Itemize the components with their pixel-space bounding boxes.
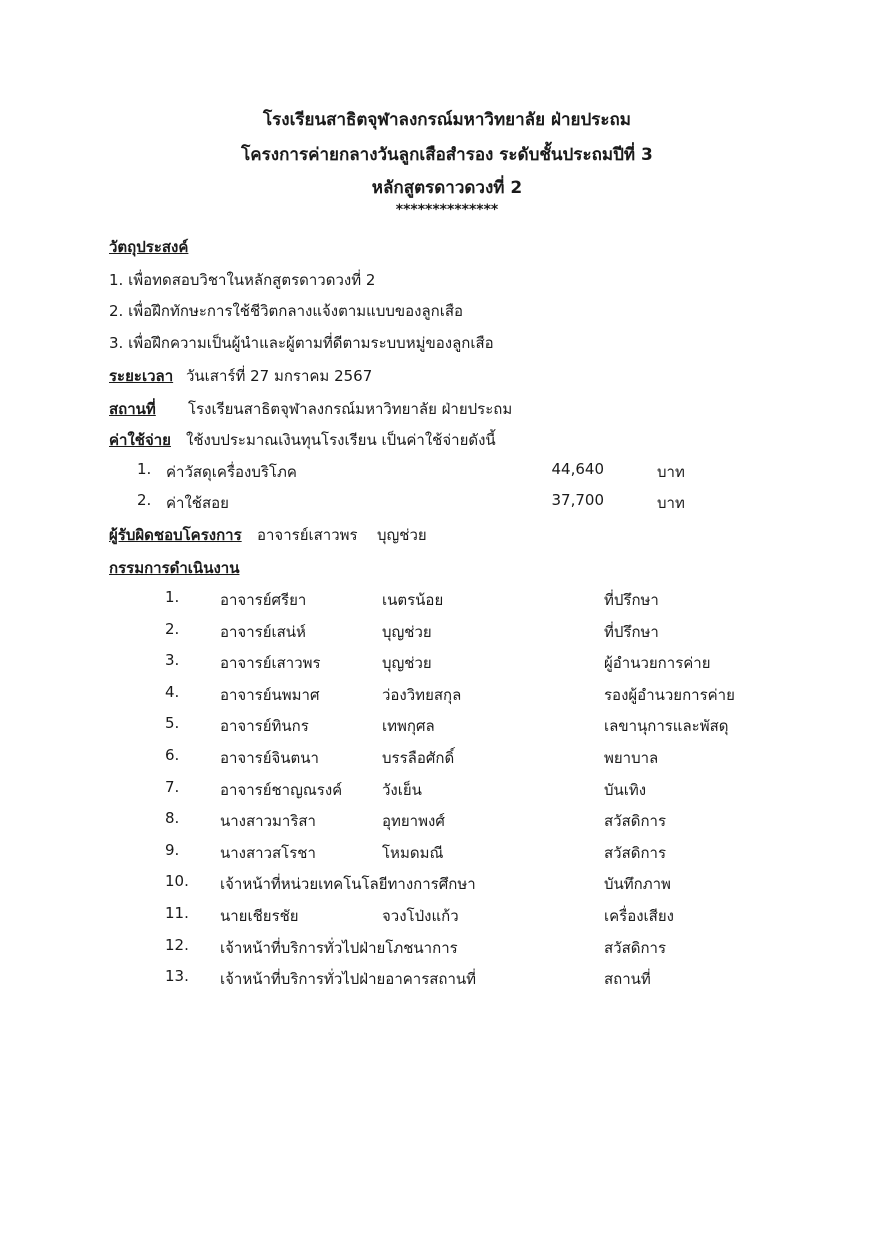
committee-row-name: อาจารย์เสน่ห์ bbox=[220, 623, 306, 641]
expense-amount: 37,700 bbox=[551, 491, 604, 509]
objectives-heading: วัตถุประสงค์ bbox=[109, 238, 189, 256]
committee-row-name: นางสาวมาริสา bbox=[220, 812, 316, 830]
committee-row-surname: ว่องวิทยสกุล bbox=[382, 686, 462, 704]
committee-row-role: ที่ปรึกษา bbox=[604, 591, 659, 609]
title-separator: ************** bbox=[395, 202, 499, 218]
committee-row-surname: บุญช่วย bbox=[382, 623, 432, 641]
committee-row-no: 1. bbox=[165, 588, 180, 606]
committee-row-role: เครื่องเสียง bbox=[604, 907, 674, 925]
doc-title-course: หลักสูตรดาวดวงที่ 2 bbox=[371, 178, 523, 198]
expense-unit: บาท bbox=[657, 494, 685, 512]
expenses-label: ค่าใช้จ่าย bbox=[109, 431, 171, 449]
committee-row-role: สถานที่ bbox=[604, 970, 651, 988]
expense-desc: ค่าวัสดุเครื่องบริโภค bbox=[166, 463, 297, 481]
venue-label: สถานที่ bbox=[109, 400, 156, 418]
objective-item: 1. เพื่อทดสอบวิชาในหลักสูตรดาวดวงที่ 2 bbox=[109, 271, 376, 289]
committee-row-no: 12. bbox=[165, 936, 189, 954]
committee-row-name: เจ้าหน้าที่บริการทั่วไปฝ่ายอาคารสถานที่ bbox=[220, 970, 477, 988]
committee-row-no: 2. bbox=[165, 620, 180, 638]
committee-row-surname: โหมดมณี bbox=[382, 844, 444, 862]
committee-row-role: สวัสดิการ bbox=[604, 939, 667, 957]
venue-value: โรงเรียนสาธิตจุฬาลงกรณ์มหาวิทยาลัย ฝ่ายประถม bbox=[188, 400, 513, 418]
objective-item: 2. เพื่อฝึกทักษะการใช้ชีวิตกลางแจ้งตามแบบของลูกเสือ bbox=[109, 302, 464, 320]
committee-row-name: อาจารย์จินตนา bbox=[220, 749, 319, 767]
committee-row-role: สวัสดิการ bbox=[604, 812, 667, 830]
committee-row-surname: บุญช่วย bbox=[382, 654, 432, 672]
committee-row-no: 8. bbox=[165, 809, 180, 827]
committee-row-surname: เนตรน้อย bbox=[382, 591, 444, 609]
committee-row-no: 5. bbox=[165, 714, 180, 732]
committee-row-no: 11. bbox=[165, 904, 189, 922]
responsible-last-name: บุญช่วย bbox=[377, 526, 427, 544]
committee-row-surname: จวงโป่งแก้ว bbox=[382, 907, 459, 925]
committee-row-surname: อุทยาพงศ์ bbox=[382, 812, 445, 830]
committee-row-name: เจ้าหน้าที่หน่วยเทคโนโลยีทางการศึกษา bbox=[220, 875, 476, 893]
committee-row-surname: เทพกุศล bbox=[382, 717, 435, 735]
committee-row-role: บันเทิง bbox=[604, 781, 647, 799]
committee-row-name: อาจารย์เสาวพร bbox=[220, 654, 321, 672]
duration-label: ระยะเวลา bbox=[109, 367, 174, 385]
responsible-first-name: อาจารย์เสาวพร bbox=[257, 526, 358, 544]
committee-row-role: ที่ปรึกษา bbox=[604, 623, 659, 641]
committee-row-no: 7. bbox=[165, 778, 180, 796]
duration-value: วันเสาร์ที่ 27 มกราคม 2567 bbox=[186, 367, 373, 385]
committee-row-name: นายเชียรชัย bbox=[220, 907, 299, 925]
expense-no: 2. bbox=[137, 491, 152, 509]
committee-row-no: 13. bbox=[165, 967, 189, 985]
committee-row-role: รองผู้อำนวยการค่าย bbox=[604, 686, 735, 704]
committee-row-no: 9. bbox=[165, 841, 180, 859]
committee-row-no: 10. bbox=[165, 872, 189, 890]
committee-row-name: อาจารย์นพมาศ bbox=[220, 686, 320, 704]
expenses-value: ใช้งบประมาณเงินทุนโรงเรียน เป็นค่าใช้จ่ายดังนี้ bbox=[186, 431, 496, 449]
committee-row-name: อาจารย์ทินกร bbox=[220, 717, 309, 735]
expense-desc: ค่าใช้สอย bbox=[166, 494, 229, 512]
committee-row-surname: บรรลือศักดิ์ bbox=[382, 749, 455, 767]
expense-amount: 44,640 bbox=[551, 460, 604, 478]
doc-title-project: โครงการค่ายกลางวันลูกเสือสำรอง ระดับชั้นประถมปีที่ 3 bbox=[241, 145, 653, 165]
committee-row-name: อาจารย์ชาญณรงค์ bbox=[220, 781, 343, 799]
committee-row-name: อาจารย์ศรียา bbox=[220, 591, 307, 609]
doc-title-school: โรงเรียนสาธิตจุฬาลงกรณ์มหาวิทยาลัย ฝ่ายประถม bbox=[263, 110, 631, 130]
committee-row-name: นางสาวสโรชา bbox=[220, 844, 316, 862]
committee-row-role: สวัสดิการ bbox=[604, 844, 667, 862]
committee-row-no: 6. bbox=[165, 746, 180, 764]
objective-item: 3. เพื่อฝึกความเป็นผู้นำและผู้ตามที่ดีตามระบบหมู่ของลูกเสือ bbox=[109, 334, 494, 352]
committee-row-no: 4. bbox=[165, 683, 180, 701]
committee-heading: กรรมการดำเนินงาน bbox=[109, 559, 240, 577]
committee-row-role: เลขานุการและพัสดุ bbox=[604, 717, 729, 735]
responsible-label: ผู้รับผิดชอบโครงการ bbox=[109, 526, 242, 544]
committee-row-role: ผู้อำนวยการค่าย bbox=[604, 654, 711, 672]
expense-no: 1. bbox=[137, 460, 152, 478]
committee-row-role: พยาบาล bbox=[604, 749, 659, 767]
committee-row-no: 3. bbox=[165, 651, 180, 669]
expense-unit: บาท bbox=[657, 463, 685, 481]
committee-row-name: เจ้าหน้าที่บริการทั่วไปฝ่ายโภชนาการ bbox=[220, 939, 458, 957]
committee-row-surname: วังเย็น bbox=[382, 781, 422, 799]
committee-row-role: บันทึกภาพ bbox=[604, 875, 671, 893]
